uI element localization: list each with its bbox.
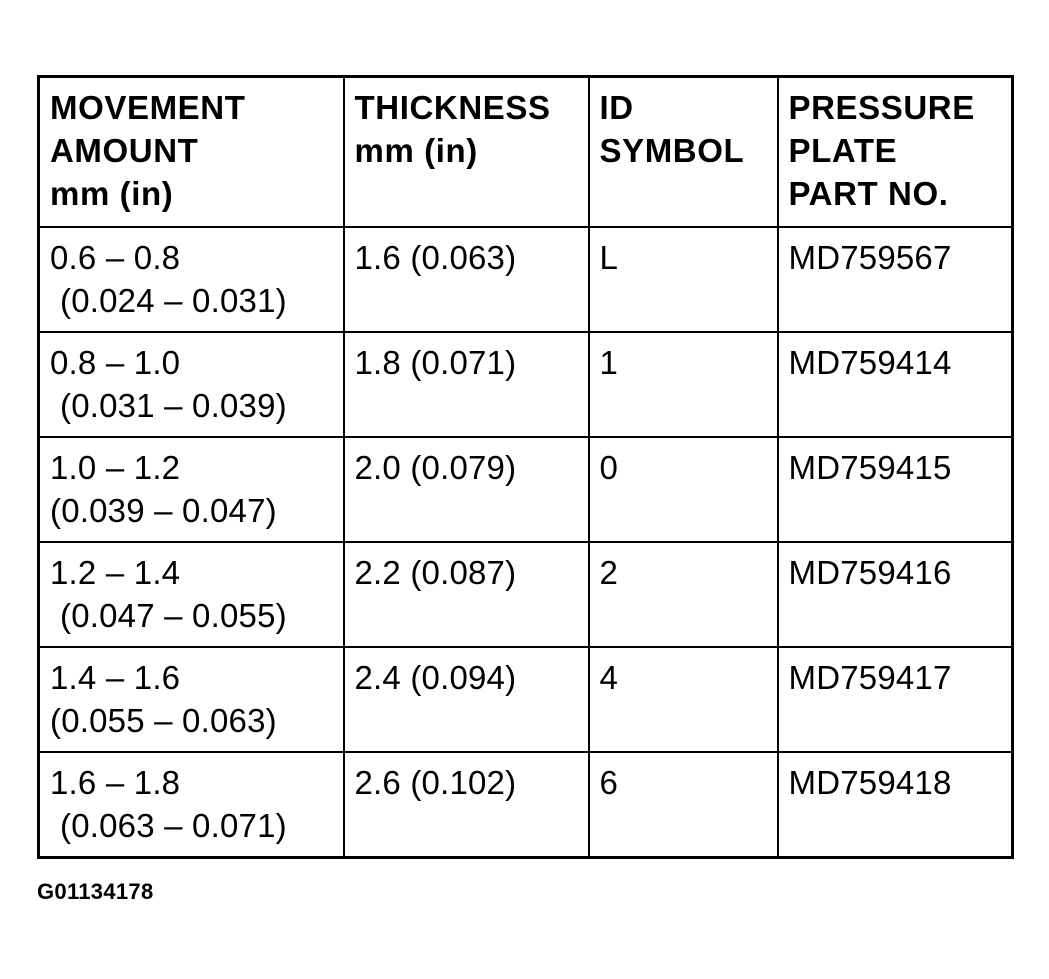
id-symbol-cell: 0 — [589, 437, 778, 542]
thickness-cell: 1.8 (0.071) — [344, 332, 589, 437]
part-no-cell: MD759415 — [778, 437, 1013, 542]
movement-mm: 1.0 – 1.2 — [50, 448, 181, 486]
header-line: THICKNESS — [354, 89, 551, 126]
part-no-cell: MD759417 — [778, 647, 1013, 752]
movement-in: (0.055 – 0.063) — [50, 702, 277, 740]
movement-mm: 1.4 – 1.6 — [50, 659, 181, 697]
header-line: AMOUNT — [50, 132, 199, 169]
movement-amount-cell — [39, 437, 344, 542]
part-no-cell: MD759416 — [778, 542, 1013, 647]
table-header-row — [39, 77, 1013, 227]
thickness-cell: 2.0 (0.079) — [344, 437, 589, 542]
movement-mm: 1.2 – 1.4 — [50, 554, 181, 592]
thickness-cell: 2.4 (0.094) — [344, 647, 589, 752]
thickness-cell: 1.6 (0.063) — [344, 227, 589, 332]
movement-in: (0.063 – 0.071) — [60, 807, 287, 845]
thickness-cell: 2.2 (0.087) — [344, 542, 589, 647]
movement-in: (0.047 – 0.055) — [60, 597, 287, 635]
header-line: PRESSURE — [788, 89, 975, 126]
id-symbol-cell: 6 — [589, 752, 778, 857]
figure-id: G01134178 — [37, 879, 154, 904]
part-no-cell: MD759414 — [778, 332, 1013, 437]
movement-amount-cell — [39, 542, 344, 647]
table-row — [39, 542, 1013, 647]
header-line: MOVEMENT — [50, 89, 246, 126]
id-symbol-cell: L — [589, 227, 778, 332]
header-id-symbol — [589, 77, 778, 227]
header-line: SYMBOL — [599, 132, 745, 169]
id-symbol-cell: 1 — [589, 332, 778, 437]
header-pressure-plate-part-no — [778, 77, 1013, 227]
movement-in: (0.031 – 0.039) — [60, 386, 287, 424]
movement-amount-cell — [39, 647, 344, 752]
movement-mm: 0.8 – 1.0 — [50, 343, 181, 381]
part-no-cell: MD759418 — [778, 752, 1013, 857]
movement-amount-cell — [39, 227, 344, 332]
part-no-cell: MD759567 — [778, 227, 1013, 332]
table-row — [39, 437, 1013, 542]
movement-mm: 0.6 – 0.8 — [50, 238, 181, 276]
pressure-plate-selection-table — [37, 75, 1014, 859]
header-thickness — [344, 77, 589, 227]
id-symbol-cell: 4 — [589, 647, 778, 752]
header-line: mm (in) — [354, 132, 478, 169]
movement-mm: 1.6 – 1.8 — [50, 764, 181, 802]
movement-amount-cell — [39, 332, 344, 437]
table-row — [39, 227, 1013, 332]
header-line: PART NO. — [788, 175, 949, 212]
header-line: PLATE — [788, 132, 898, 169]
table-row — [39, 647, 1013, 752]
header-line: ID — [599, 89, 634, 126]
header-line: mm (in) — [50, 175, 174, 212]
movement-in: (0.039 – 0.047) — [50, 491, 277, 529]
header-movement-amount — [39, 77, 344, 227]
thickness-cell: 2.6 (0.102) — [344, 752, 589, 857]
table-row — [39, 752, 1013, 857]
table-row — [39, 332, 1013, 437]
movement-amount-cell — [39, 752, 344, 857]
movement-in: (0.024 – 0.031) — [60, 281, 287, 319]
id-symbol-cell: 2 — [589, 542, 778, 647]
